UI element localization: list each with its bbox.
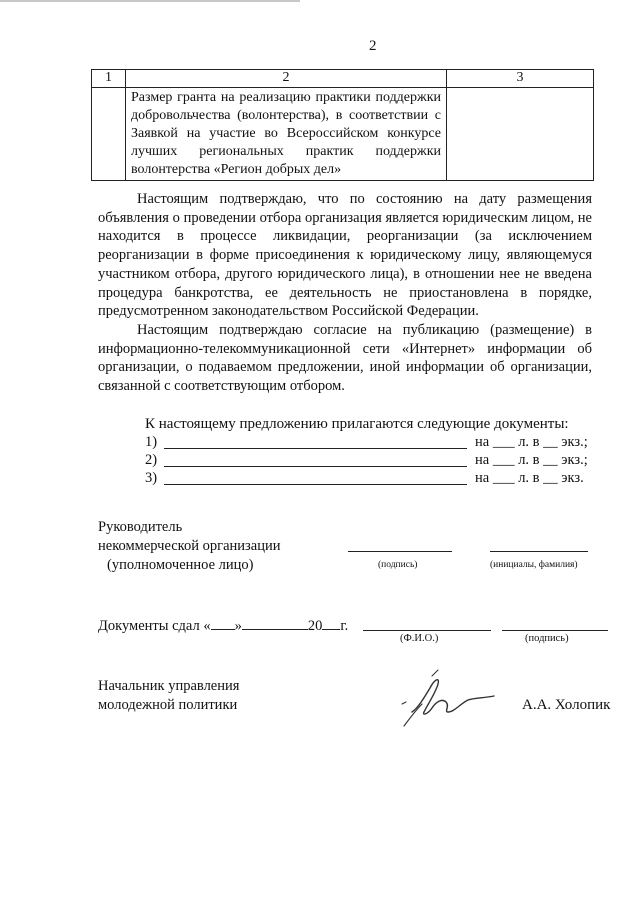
attachment-number: 2) [145, 452, 158, 468]
table-cell-empty [92, 88, 126, 181]
attachment-row [145, 470, 605, 488]
attachment-number: 3) [145, 470, 158, 486]
confirmation-paragraph: Настоящим подтверждаю, что по состоянию на дату размещения объявления о проведении отбора организация является юридическим лицом, не находится в процессе ликвидации, реорганизации (за исключением реорганизации в форме присоединения к юридическому лицу, являющемуся участником отбора, другого юридического лица), в отношении нее не введена процедура банкротства, ее деятельность не приостановлена в порядке, предусмотренном законодательством Российской Федерации. [98, 191, 592, 320]
attachment-pages: на ___ л. в __ экз.; [475, 434, 588, 450]
head-signature-line [348, 551, 452, 552]
docs-fio-line [363, 630, 491, 631]
docs-prefix: Документы сдал « [98, 618, 211, 634]
attachment-fill-line [164, 484, 467, 485]
docs-signature-line [502, 630, 608, 631]
table-row [92, 88, 594, 181]
docs-year-suffix: г. [340, 618, 349, 634]
head-signature-caption: (подпись) [378, 560, 418, 570]
head-title-line3: (уполномоченное лицо) [107, 557, 254, 573]
chief-title-line2: молодежной политики [98, 697, 238, 713]
table-header-cell: 1 [92, 70, 126, 88]
chief-title-line1: Начальник управления [98, 678, 240, 694]
docs-year-line [322, 617, 340, 630]
docs-month-line [242, 617, 308, 630]
attachment-fill-line [164, 448, 467, 449]
head-name-caption: (инициалы, фамилия) [490, 560, 578, 570]
grant-table [91, 69, 594, 181]
table-header-row [92, 70, 594, 88]
table-cell-value [447, 88, 594, 181]
docs-handed-line [98, 617, 348, 635]
attachment-row [145, 434, 605, 452]
docs-signature-caption: (подпись) [525, 633, 569, 644]
attachment-fill-line [164, 466, 467, 467]
top-scan-line [0, 0, 300, 2]
docs-fio-caption: (Ф.И.О.) [400, 633, 439, 644]
head-title-line2: некоммерческой организации [98, 538, 281, 554]
attachment-pages: на ___ л. в __ экз. [475, 470, 584, 486]
docs-year-prefix: 20 [307, 618, 323, 634]
attachment-pages: на ___ л. в __ экз.; [475, 452, 588, 468]
table-header-cell: 3 [447, 70, 594, 88]
head-name-line [490, 551, 588, 552]
docs-day-line [211, 617, 235, 630]
attachment-number: 1) [145, 434, 158, 450]
chief-name: А.А. Холопик [522, 697, 611, 713]
handwritten-signature [398, 668, 498, 730]
docs-quote-close: » [234, 618, 242, 634]
head-title-line1: Руководитель [98, 519, 183, 535]
page-number: 2 [369, 38, 377, 54]
attachment-row [145, 452, 605, 470]
table-header-cell: 2 [126, 70, 447, 88]
attachments-title: К настоящему предложению прилагаются следующие документы: [145, 416, 569, 432]
consent-paragraph: Настоящим подтверждаю согласие на публикацию (размещение) в информационно-телекоммуникационной сети «Интернет» информации об организации, о подаваемом предложении, иной информации об организации, связанной с соответствующим отбором. [98, 322, 592, 395]
table-cell-description: Размер гранта на реализацию практики поддержки добровольчества (волонтерства), в соответствии с Заявкой на участие во Всероссийском конкурсе лучших региональных практик поддержки волонтерства «Регион добрых дел» [126, 88, 447, 181]
